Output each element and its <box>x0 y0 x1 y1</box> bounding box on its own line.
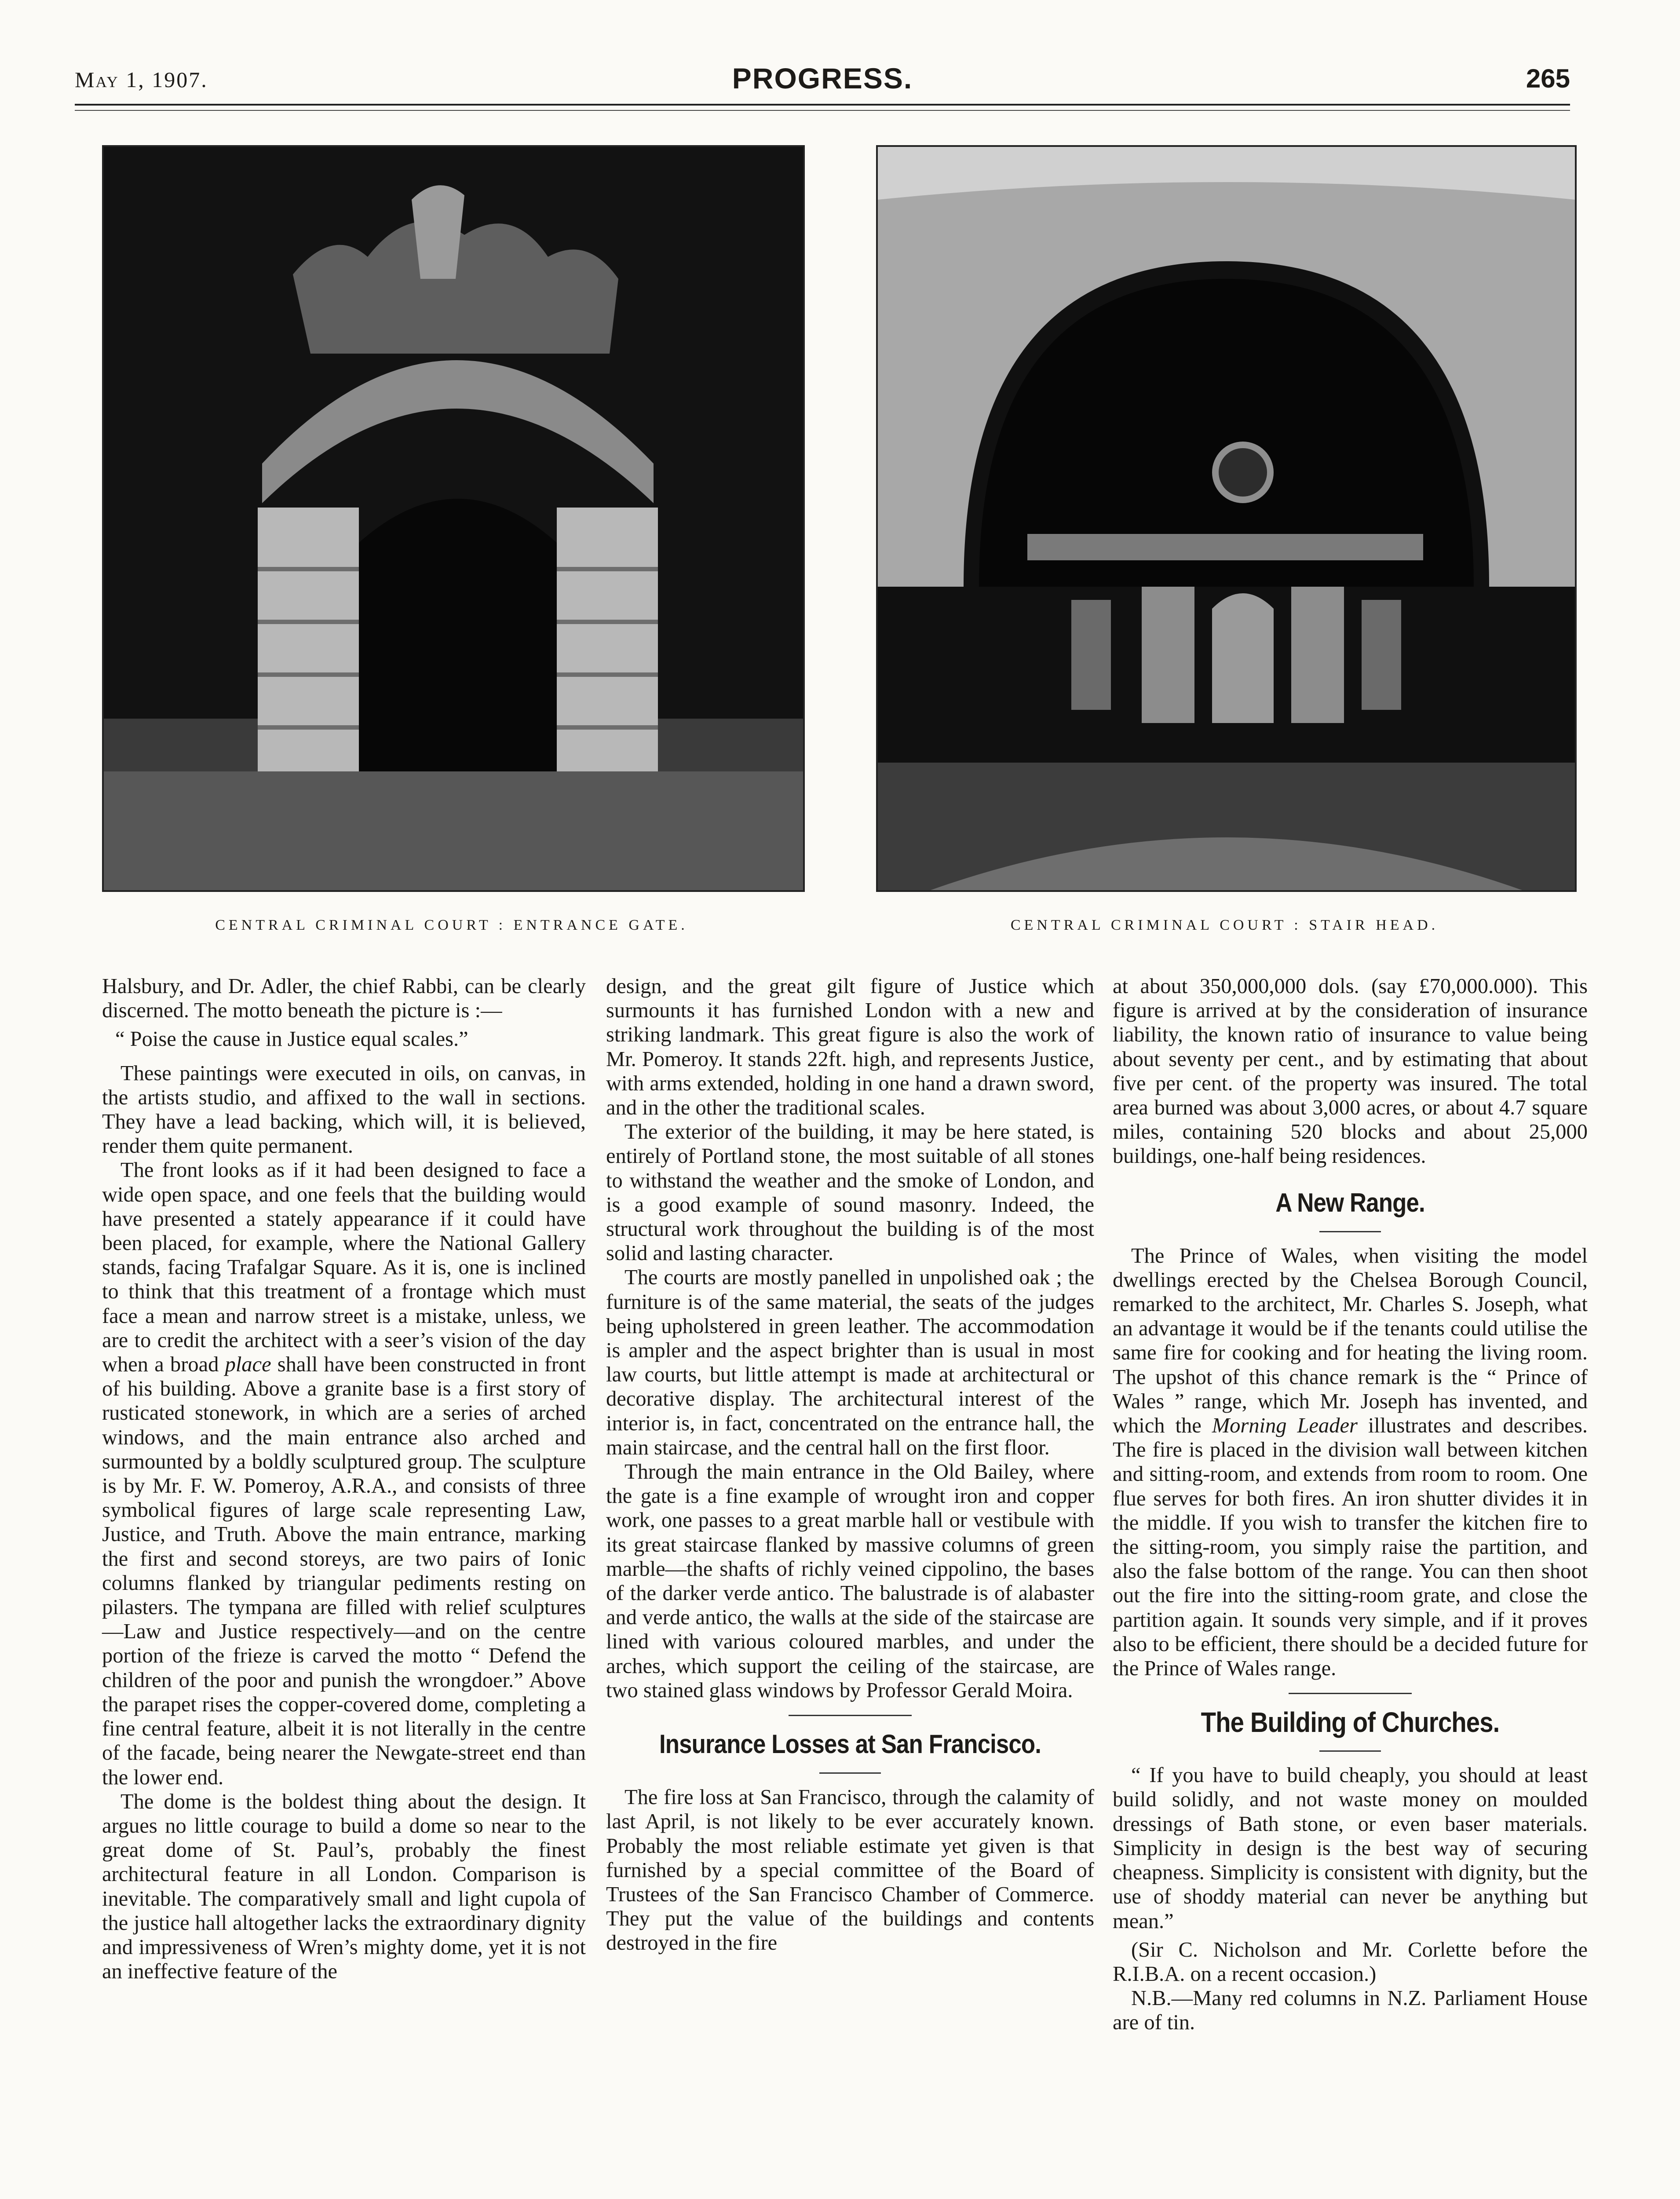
photo-entrance-gate <box>102 145 805 892</box>
photo-stair-head <box>876 145 1577 892</box>
paragraph: The dome is the boldest thing about the design. It argues no little courage to build a dome so near to the great dome of St. Paul’s, probably the finest architectural feature in all London. Comparison is inevitable. The comparatively small and light cupola of the justice hall altogether lacks the extraordinary dignity and impressiveness of Wren’s mighty dome, yet it is not an ineffective feature of the <box>102 1790 586 1983</box>
section-heading-churches: The Building of Churches. <box>1201 1706 1500 1739</box>
paragraph: Through the main entrance in the Old Bailey, where the gate is a fine example of wrought iron and copper work, one passes to a great marble hall or vestibule with its great staircase flanked by massive columns of green marble—the shafts of richly veined cippolino, the bases of the darker verde antico. The balustrade is of alabaster and verde antico, the walls at the side of the staircase are lined with various coloured marbles, and under the arches, which support the ceiling of the staircase, are two stained glass windows by Professor Gerald Moira. <box>606 1460 1094 1702</box>
paragraph: “ If you have to build cheaply, you should at least build solidly, and not waste money on moulded dressings of Bath stone, or even baser materials. Simplicity in design is the best way of securing cheapness. Simplicity is consistent with dignity, but the use of shoddy material can never be anything but mean.” <box>1113 1764 1588 1933</box>
section-heading-new-range: A New Range. <box>1275 1187 1425 1217</box>
article-column-2 <box>606 974 1094 1955</box>
header-rule <box>75 104 1570 106</box>
article-column-1 <box>102 974 586 1983</box>
caption-stair-head: CENTRAL CRIMINAL COURT : STAIR HEAD. <box>1010 917 1439 933</box>
caption-entrance-gate: CENTRAL CRIMINAL COURT : ENTRANCE GATE. <box>215 917 688 933</box>
page-number: 265 <box>1526 64 1570 93</box>
header-rule-thin <box>75 110 1570 111</box>
paragraph: at about 350,000,000 dols. (say £70,000.000). This figure is arrived at by the consideration of insurance liability, the known ratio of insurance to value being about seventy per cent., and by estimating that about five per cent. of the property was insured. The total area burned was about 3,000 acres, or about 4.7 square miles, containing 520 blocks and about 25,000 buildings, one-half being residences. <box>1113 975 1588 1168</box>
paragraph: design, and the great gilt figure of Justice which surmounts it has furnished London with a new and striking landmark. This great figure is also the work of Mr. Pomeroy. It stands 22ft. high, and represents Justice, with arms extended, holding in one hand a drawn sword, and in the other the traditional scales. <box>606 975 1094 1120</box>
page-header <box>75 62 1570 97</box>
heading-underline <box>1319 1750 1381 1752</box>
heading-underline <box>1319 1231 1381 1232</box>
article-column-3 <box>1113 974 1588 2035</box>
motto-quote: “ Poise the cause in Justice equal scales.” <box>115 1027 468 1051</box>
section-divider <box>1289 1693 1412 1694</box>
paragraph: The Prince of Wales, when visiting the model dwellings erected by the Chelsea Borough Council, remarked to the architect, Mr. Charles S. Joseph, what an advantage it would be if the tenants could utilise the same fire for cooking and for heating the living room. The upshot of this chance remark is the “ Prince of Wales ” range, which Mr. Joseph has invented, and which the Morning Leader illustrates and describes. The fire is placed in the division wall between kitchen and sitting-room, and extends from room to room. One flue serves for both fires. An iron shutter divides it in the middle. If you wish to transfer the kitchen fire to the sitting-room, you simply raise the partition, and also the false bottom of the range. You can then shoot out the fire into the sitting-room grate, and close the partition again. It sounds very simple, and if it proves also to be efficient, there should be a decided future for the Prince of Wales range. <box>1113 1244 1588 1680</box>
paragraph: The courts are mostly panelled in unpolished oak ; the furniture is of the same material, the seats of the judges being upholstered in green leather. The accommodation is ampler and the aspect brighter than is usual in most law courts, but little attempt is made at architectural or decorative display. The architectural interest of the interior is, in fact, concentrated on the entrance hall, the main staircase, and the central hall on the first floor. <box>606 1266 1094 1459</box>
issue-date: May 1, 1907. <box>75 67 208 92</box>
paragraph: The front looks as if it had been designed to face a wide open space, and one feels that the building would have presented a stately appearance if it could have been placed, for example, where the National Gallery stands, facing Trafalgar Square. As it is, one is inclined to think that this treatment of a frontage which must face a mean and narrow street is a mistake, unless, we are to credit the architect with a seer’s vision of the day when a broad place shall have been constructed in front of his building. Above a granite base is a first story of rusticated stonework, in which are a series of arched windows, and the main entrance also arched and surmounted by a boldly sculptured group. The sculpture is by Mr. F. W. Pomeroy, A.R.A., and consists of three symbolical figures of large scale representing Law, Justice, and Truth. Above the main entrance, marking the first and second storeys, are two pairs of Ionic columns flanked by triangular pediments resting on pilasters. The tympana are filled with relief sculptures —Law and Justice respectively—and on the centre portion of the frieze is carved the motto “ Defend the children of the poor and punish the wrongdoer.” Above the parapet rises the copper-covered dome, completing a fine central feature, albeit it is not literally in the centre of the facade, being nearer the Newgate-street end than the lower end. <box>102 1158 586 1789</box>
paragraph: (Sir C. Nicholson and Mr. Corlette before the R.I.B.A. on a recent occasion.) <box>1113 1938 1588 1986</box>
paragraph: These paintings were executed in oils, on canvas, in the artists studio, and affixed to the wall in sections. They have a lead backing, which will, it is believed, render them quite permanent. <box>102 1061 586 1158</box>
italic-word: place <box>225 1353 271 1377</box>
publication-title: PROGRESS. <box>732 62 913 95</box>
section-heading-insurance: Insurance Losses at San Francisco. <box>659 1729 1041 1759</box>
paragraph: The fire loss at San Francisco, through the calamity of last April, is not likely to be ever accurately known. Probably the most reliable estimate yet given is that furnished by a special committee of the Board of Trustees of the San Francisco Chamber of Commerce. They put the value of the buildings and contents destroyed in the fire <box>606 1786 1094 1955</box>
section-divider <box>789 1715 912 1716</box>
italic-title: Morning Leader <box>1212 1414 1358 1438</box>
paragraph: Halsbury, and Dr. Adler, the chief Rabbi, can be clearly discerned. The motto beneath the picture is :— <box>102 975 586 1023</box>
paragraph: N.B.—Many red columns in N.Z. Parliament House are of tin. <box>1113 1987 1588 2035</box>
paragraph: The exterior of the building, it may be here stated, is entirely of Portland stone, the most suitable of all stones to withstand the weather and the smoke of London, and is a good example of sound masonry. Indeed, the structural work throughout the building is of the most solid and lasting character. <box>606 1120 1094 1265</box>
heading-underline <box>819 1772 881 1774</box>
